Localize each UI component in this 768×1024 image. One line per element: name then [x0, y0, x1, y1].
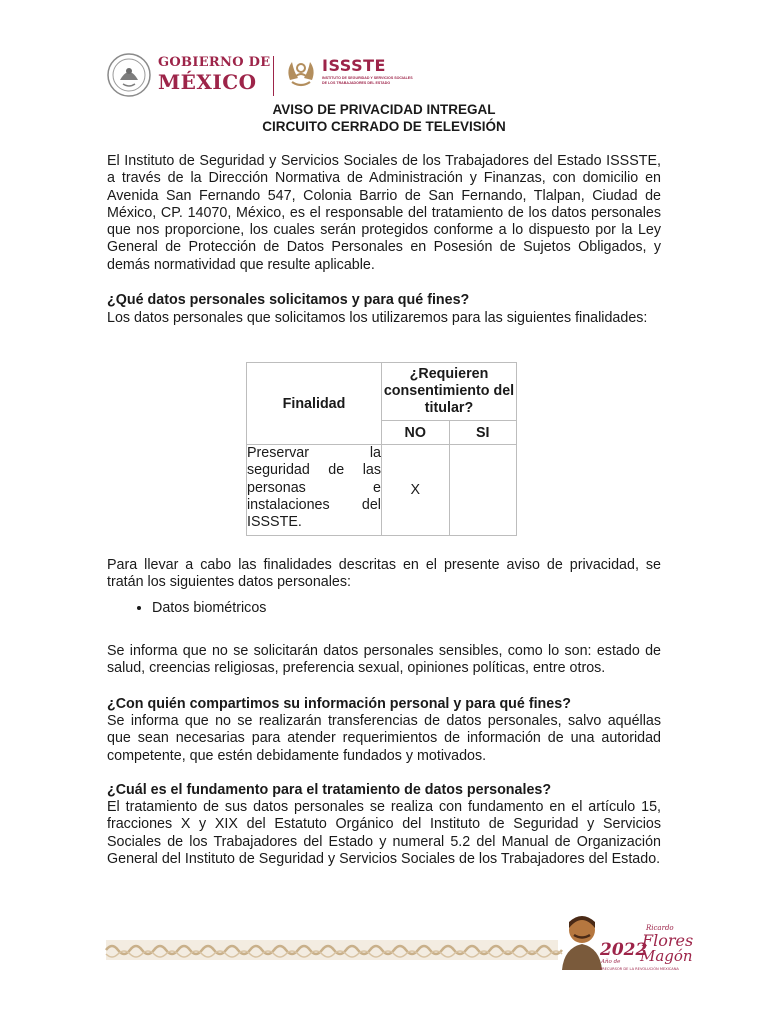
ricardo-flores-magon-2022-logo	[560, 910, 694, 972]
section-heading-fundamento: ¿Cuál es el fundamento para el tratamiento de datos personales?	[107, 782, 552, 798]
table-row	[247, 445, 517, 536]
document-subtitle: CIRCUITO CERRADO DE TELEVISIÓN	[262, 119, 506, 134]
row-finalidad-content: Preservar la seguridad de las personas e instalaciones del ISSSTE.	[247, 445, 381, 531]
row-finalidad-text	[247, 445, 382, 536]
section-heading-compartimos: ¿Con quién compartimos su información personal y para qué fines?	[107, 696, 571, 712]
gobierno-text	[158, 56, 270, 92]
table-header-row	[247, 363, 517, 421]
gobierno-line2: MÉXICO	[158, 70, 257, 94]
header-no: NO	[382, 421, 450, 445]
section-heading-datos: ¿Qué datos personales solicitamos y para qué fines?	[107, 292, 470, 308]
intro-paragraph: El Instituto de Seguridad y Servicios Sociales de los Trabajadores del Estado ISSSTE, a través de la Dirección Normativa de Administración y Finanzas, con domicilio en Avenida San Fernando 547, Colonia Barrio de San Fernando, Tlalpan, Ciudad de México, CP. 14070, México, es el responsable del tratamiento de los datos personales que nos proporcione, los cuales serán protegidos conforme a lo dispuesto por la Ley General de Protección de Datos Personales en Posesión de Sujetos Obligados, y demás normatividad que resulte aplicable.	[107, 153, 661, 273]
national-seal-icon	[106, 50, 152, 100]
footer-name3: Magón	[640, 947, 693, 965]
row-si-mark	[449, 445, 517, 536]
document-title: AVISO DE PRIVACIDAD INTREGAL	[272, 102, 496, 117]
issste-name: ISSSTE	[322, 56, 386, 75]
issste-emblem-icon	[284, 56, 318, 90]
header-finalidad: Finalidad	[247, 363, 382, 445]
issste-subtitle: INSTITUTO DE SEGURIDAD Y SERVICIOS SOCIALES DE LOS TRABAJADORES DEL ESTADO	[322, 76, 413, 85]
header-si: SI	[449, 421, 517, 445]
section-body-fundamento: El tratamiento de sus datos personales se realiza con fundamento en el artículo 15, fracciones X y XIX del Estatuto Orgánico del Instituto de Seguridad y Servicios Sociales de los Trabajadores del Estado y numeral 5.2 del Manual de Organización General del Instituto de Seguridad y Servicios Sociales de los Trabajadores del Estado.	[107, 799, 661, 867]
footer-name1: Ricardo	[646, 924, 674, 932]
list-item: • Datos biométricos	[152, 600, 266, 616]
section-body-datos: Los datos personales que solicitamos los utilizaremos para las siguientes finalidades:	[107, 310, 648, 326]
footer-year: 2022	[600, 940, 648, 960]
datos-list	[127, 600, 266, 616]
row-no-mark: X	[382, 445, 450, 536]
gobierno-de-mexico-logo	[106, 50, 276, 102]
datos-sensibles-paragraph: Se informa que no se solicitarán datos personales sensibles, como lo son: estado de salud, creencias religiosas, preferencia sexual, opiniones políticas, entre otros.	[107, 643, 661, 677]
finalidades-table	[246, 362, 517, 536]
decorative-footer-band	[106, 940, 558, 960]
gobierno-line1: GOBIERNO DE	[158, 55, 271, 70]
header-requieren-consentimiento: ¿Requieren consentimiento del titular?	[382, 363, 517, 421]
portrait-illustration	[562, 916, 602, 970]
issste-logo	[284, 56, 414, 100]
footer-year-sub: Año de	[601, 959, 621, 965]
datos-tratados-paragraph: Para llevar a cabo las finalidades descritas en el presente aviso de privacidad, se tratán los siguientes datos personales:	[107, 557, 661, 591]
logo-divider	[273, 56, 274, 96]
footer-tagline: PRECURSOR DE LA REVOLUCIÓN MEXICANA	[600, 967, 679, 971]
section-body-compartimos: Se informa que no se realizarán transferencias de datos personales, salvo aquéllas que sean necesarias para atender requerimientos de información de una autoridad competente, que estén debidamente fundados y motivados.	[107, 713, 661, 764]
footer-name2: Flores	[642, 931, 694, 950]
